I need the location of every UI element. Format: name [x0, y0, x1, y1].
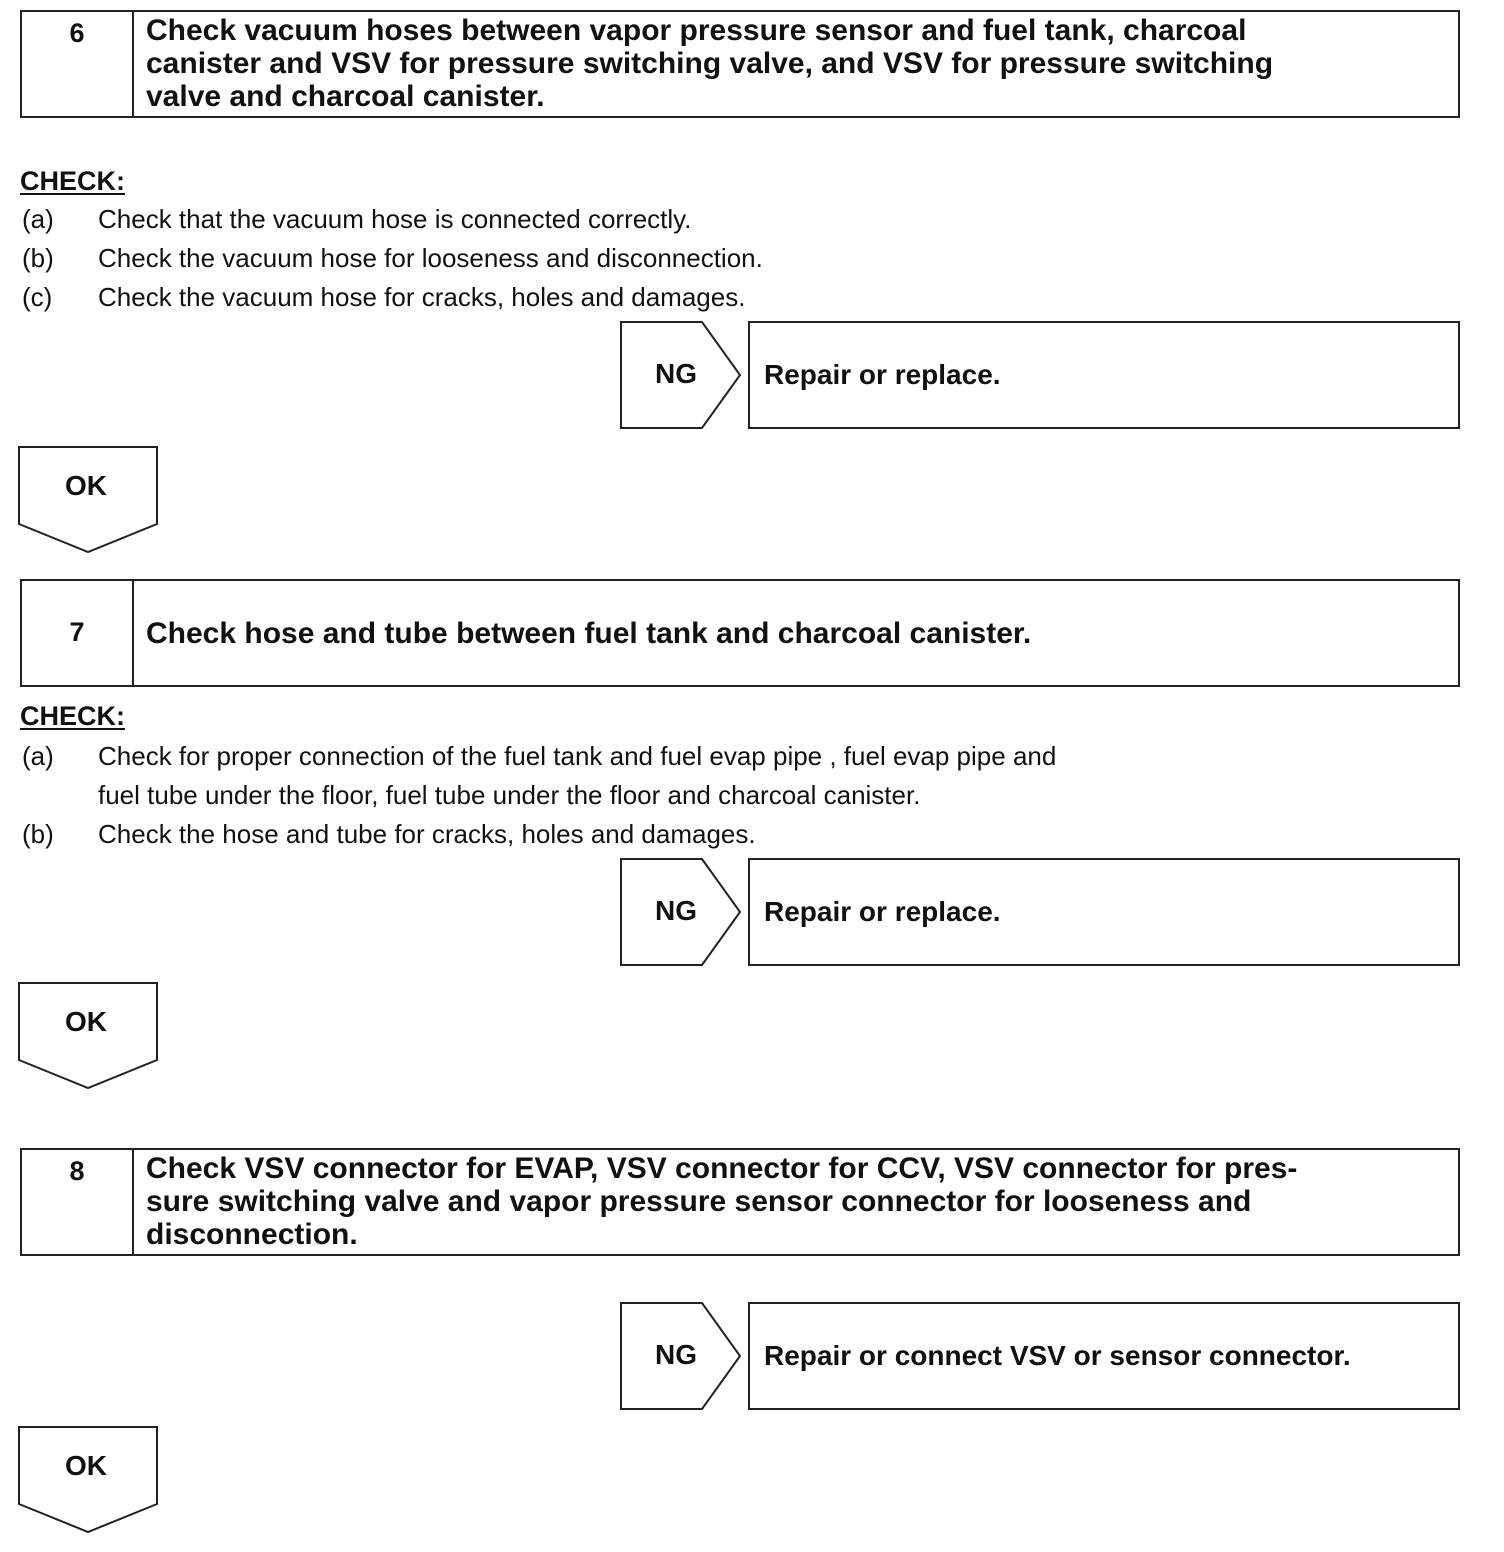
- step-title-line: disconnection.: [146, 1218, 358, 1251]
- check-letter: (c): [22, 282, 53, 312]
- ok-label: OK: [65, 470, 107, 501]
- check-text: Check for proper connection of the fuel tank and fuel evap pipe , fuel evap pipe and: [98, 741, 1057, 771]
- step-title: [134, 1150, 1458, 1254]
- ng-action-box: Repair or connect VSV or sensor connector.: [748, 1302, 1460, 1410]
- step-title-line: Check VSV connector for EVAP, VSV connector for CCV, VSV connector for pres-: [146, 1152, 1298, 1185]
- check-text: fuel tube under the floor, fuel tube under the floor and charcoal canister.: [98, 780, 921, 810]
- check-text: Check that the vacuum hose is connected correctly.: [98, 204, 692, 234]
- step-6-header: [20, 10, 1460, 118]
- check-heading: CHECK:: [20, 166, 125, 196]
- step-7-header: [20, 579, 1460, 687]
- step-title-line: Check hose and tube between fuel tank and charcoal canister.: [146, 616, 1032, 650]
- step-title-line: canister and VSV for pressure switching valve, and VSV for pressure switching: [146, 47, 1274, 80]
- step-8-header: [20, 1148, 1460, 1256]
- step-number: 6: [22, 12, 134, 116]
- step-title-line: Check vacuum hoses between vapor pressure sensor and fuel tank, charcoal: [146, 14, 1247, 47]
- step-number: 7: [22, 581, 134, 685]
- check-text: Check the hose and tube for cracks, holes and damages.: [98, 819, 756, 849]
- check-text: Check the vacuum hose for cracks, holes and damages.: [98, 282, 746, 312]
- check-letter: (b): [22, 819, 54, 849]
- check-text: Check the vacuum hose for looseness and disconnection.: [98, 243, 763, 273]
- step-number: 8: [22, 1150, 134, 1254]
- step-title-line: valve and charcoal canister.: [146, 80, 545, 113]
- ng-action-box: Repair or replace.: [748, 858, 1460, 966]
- ng-action-box: Repair or replace.: [748, 321, 1460, 429]
- check-letter: (a): [22, 204, 54, 234]
- ng-label: NG: [655, 895, 697, 926]
- ok-label: OK: [65, 1006, 107, 1037]
- step-title-line: sure switching valve and vapor pressure sensor connector for looseness and: [146, 1185, 1252, 1218]
- ok-label: OK: [65, 1450, 107, 1481]
- check-letter: (b): [22, 243, 54, 273]
- check-letter: (a): [22, 741, 54, 771]
- ng-label: NG: [655, 1339, 697, 1370]
- step-title: [134, 581, 1458, 685]
- ng-label: NG: [655, 358, 697, 389]
- step-title: [134, 12, 1458, 116]
- check-heading: CHECK:: [20, 701, 125, 731]
